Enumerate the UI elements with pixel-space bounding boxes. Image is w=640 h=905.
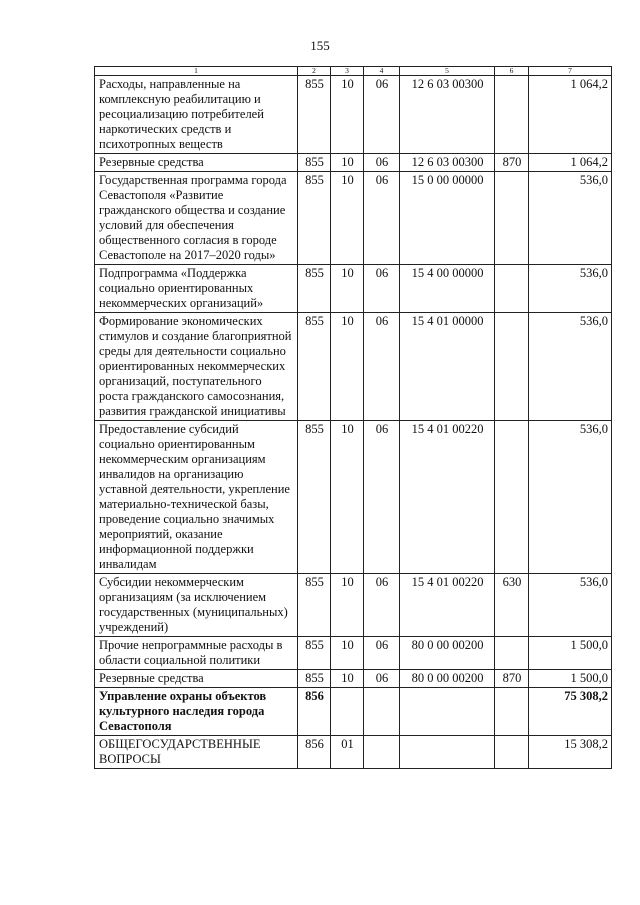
target-article-cell <box>400 688 495 736</box>
page-number: 155 <box>310 38 330 53</box>
expense-type-cell <box>495 736 529 769</box>
subsection-code-cell: 06 <box>364 265 400 313</box>
item-name-cell: Управление охраны объектов культурного наследия города Севастополя <box>95 688 298 736</box>
target-article-cell: 80 0 00 00200 <box>400 670 495 688</box>
item-name-cell: Государственная программа города Севастополя «Развитие гражданского общества и создание условий для обеспечения общественного согласия в городе Севастополе на 2017–2020 годы» <box>95 172 298 265</box>
section-code-cell: 10 <box>331 637 364 670</box>
table-row <box>95 172 612 265</box>
amount-cell: 15 308,2 <box>529 736 612 769</box>
expense-type-cell <box>495 688 529 736</box>
section-code-cell: 10 <box>331 421 364 574</box>
department-code-cell: 856 <box>298 688 331 736</box>
table-row <box>95 265 612 313</box>
amount-cell: 1 500,0 <box>529 670 612 688</box>
target-article-cell: 80 0 00 00200 <box>400 637 495 670</box>
header-cell: 7 <box>529 67 612 76</box>
header-cell: 6 <box>495 67 529 76</box>
amount-cell: 75 308,2 <box>529 688 612 736</box>
table-row <box>95 574 612 637</box>
department-code-cell: 855 <box>298 154 331 172</box>
expense-type-cell <box>495 172 529 265</box>
department-code-cell: 855 <box>298 670 331 688</box>
target-article-cell: 15 4 01 00220 <box>400 574 495 637</box>
subsection-code-cell: 06 <box>364 172 400 265</box>
section-code-cell: 01 <box>331 736 364 769</box>
expense-type-cell: 870 <box>495 670 529 688</box>
target-article-cell: 15 0 00 00000 <box>400 172 495 265</box>
department-code-cell: 855 <box>298 265 331 313</box>
department-code-cell: 856 <box>298 736 331 769</box>
section-code-cell: 10 <box>331 76 364 154</box>
department-code-cell: 855 <box>298 574 331 637</box>
section-code-cell: 10 <box>331 574 364 637</box>
table-row <box>95 76 612 154</box>
department-code-cell: 855 <box>298 313 331 421</box>
header-cell: 2 <box>298 67 331 76</box>
table-row <box>95 736 612 769</box>
section-code-cell: 10 <box>331 670 364 688</box>
item-name-cell: Расходы, направленные на комплексную реабилитацию и ресоциализацию потребителей наркотических средств и психотропных веществ <box>95 76 298 154</box>
expense-type-cell: 870 <box>495 154 529 172</box>
target-article-cell: 15 4 00 00000 <box>400 265 495 313</box>
table-row <box>95 313 612 421</box>
subsection-code-cell: 06 <box>364 154 400 172</box>
section-code-cell <box>331 688 364 736</box>
department-code-cell: 855 <box>298 76 331 154</box>
section-code-cell: 10 <box>331 172 364 265</box>
target-article-cell <box>400 736 495 769</box>
subsection-code-cell: 06 <box>364 670 400 688</box>
subsection-code-cell: 06 <box>364 574 400 637</box>
subsection-code-cell: 06 <box>364 637 400 670</box>
item-name-cell: Прочие непрограммные расходы в области социальной политики <box>95 637 298 670</box>
table-row <box>95 670 612 688</box>
expense-type-cell <box>495 313 529 421</box>
expense-type-cell <box>495 637 529 670</box>
section-code-cell: 10 <box>331 265 364 313</box>
section-code-cell: 10 <box>331 154 364 172</box>
amount-cell: 1 064,2 <box>529 154 612 172</box>
table-row <box>95 637 612 670</box>
department-code-cell: 855 <box>298 421 331 574</box>
amount-cell: 536,0 <box>529 265 612 313</box>
header-cell: 5 <box>400 67 495 76</box>
header-cell: 1 <box>95 67 298 76</box>
item-name-cell: Подпрограмма «Поддержка социально ориентированных некоммерческих организаций» <box>95 265 298 313</box>
target-article-cell: 15 4 01 00220 <box>400 421 495 574</box>
target-article-cell: 15 4 01 00000 <box>400 313 495 421</box>
header-cell: 4 <box>364 67 400 76</box>
budget-table <box>94 66 612 769</box>
item-name-cell: Формирование экономических стимулов и создание благоприятной среды для деятельности социально ориентированных некоммерческих организаций, поступательного роста гражданского самосознания, развития гражданской инициативы <box>95 313 298 421</box>
expense-type-cell: 630 <box>495 574 529 637</box>
target-article-cell: 12 6 03 00300 <box>400 154 495 172</box>
item-name-cell: Субсидии некоммерческим организациям (за исключением государственных (муниципальных) учреждений) <box>95 574 298 637</box>
amount-cell: 536,0 <box>529 421 612 574</box>
item-name-cell: ОБЩЕГОСУДАРСТВЕННЫЕ ВОПРОСЫ <box>95 736 298 769</box>
subsection-code-cell: 06 <box>364 313 400 421</box>
header-cell: 3 <box>331 67 364 76</box>
department-code-cell: 855 <box>298 637 331 670</box>
item-name-cell: Резервные средства <box>95 154 298 172</box>
table-header-row <box>95 67 612 76</box>
amount-cell: 536,0 <box>529 574 612 637</box>
expense-type-cell <box>495 76 529 154</box>
subsection-code-cell <box>364 688 400 736</box>
subsection-code-cell: 06 <box>364 421 400 574</box>
expense-type-cell <box>495 265 529 313</box>
amount-cell: 536,0 <box>529 313 612 421</box>
table-row <box>95 154 612 172</box>
subsection-code-cell <box>364 736 400 769</box>
item-name-cell: Резервные средства <box>95 670 298 688</box>
amount-cell: 1 064,2 <box>529 76 612 154</box>
subsection-code-cell: 06 <box>364 76 400 154</box>
item-name-cell: Предоставление субсидий социально ориентированным некоммерческим организациям инвалидов на организацию уставной деятельности, укрепление материально-технической базы, проведение социально значимых мероприятий, оказание информационной поддержки инвалидам <box>95 421 298 574</box>
table-row <box>95 688 612 736</box>
amount-cell: 1 500,0 <box>529 637 612 670</box>
table-row <box>95 421 612 574</box>
target-article-cell: 12 6 03 00300 <box>400 76 495 154</box>
section-code-cell: 10 <box>331 313 364 421</box>
amount-cell: 536,0 <box>529 172 612 265</box>
expense-type-cell <box>495 421 529 574</box>
department-code-cell: 855 <box>298 172 331 265</box>
